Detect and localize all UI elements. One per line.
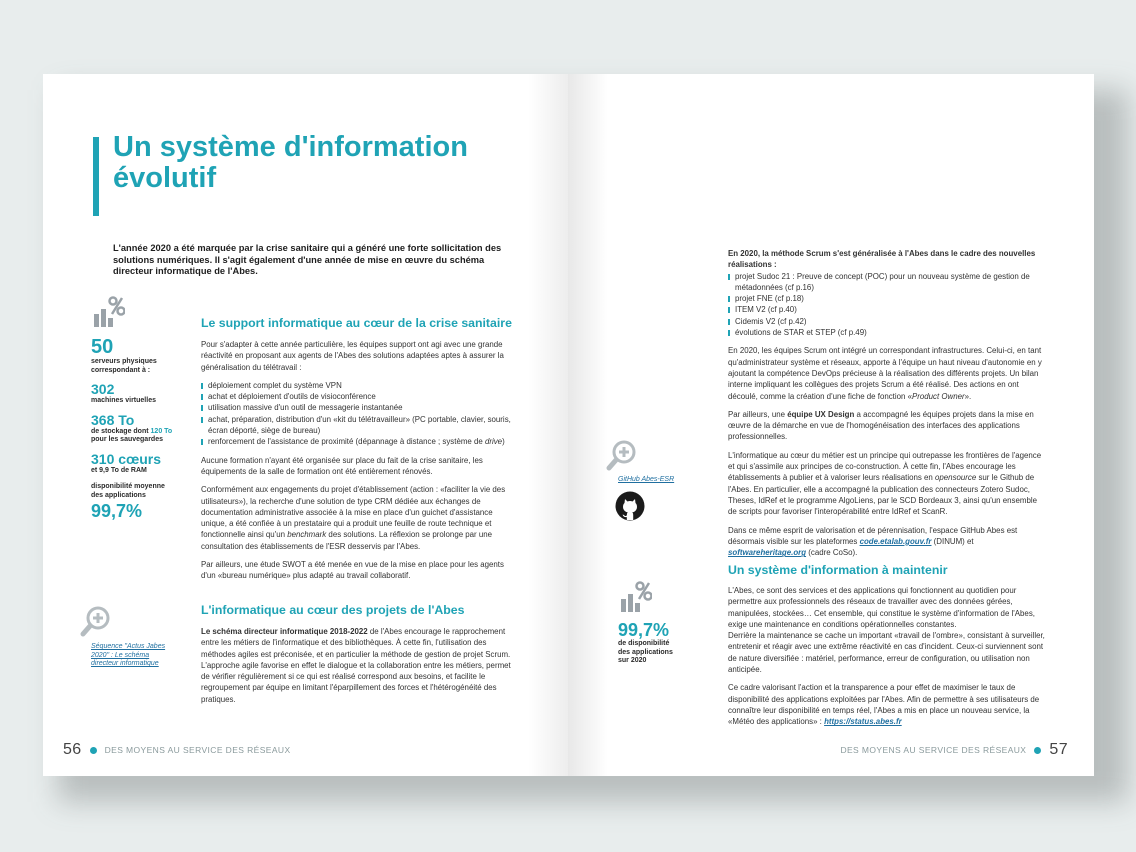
list-item: projet FNE (cf p.18) (728, 293, 1046, 304)
stat-storage-label: de stockage dont 120 To pour les sauvegardes (91, 427, 173, 443)
stat-servers-label: serveurs physiques correspondant à : (91, 358, 157, 374)
list-item: renforcement de l'assistance de proximité (dépannage à distance ; système de drive) (201, 436, 519, 447)
footer-section-title: DES MOYENS AU SERVICE DES RÉSEAUX (104, 745, 291, 755)
list-item: achat et déploiement d'outils de visioconférence (201, 391, 519, 402)
page-number: 56 (63, 741, 82, 758)
zoom-plus-icon (606, 439, 638, 473)
percent-chart-icon (620, 581, 652, 613)
list-item: évolutions de STAR et STEP (cf p.49) (728, 327, 1046, 338)
paragraph: Par ailleurs, une étude SWOT a été menée en vue de la mise en place pour les agents d'un «bureau numérique» plus adapté au travail collaboratif. (201, 560, 504, 581)
left-page (43, 74, 568, 776)
section-support-body (201, 339, 519, 589)
title-accent-bar (93, 137, 99, 216)
list-item: utilisation massive d'un outil de messagerie instantanée (201, 402, 519, 413)
stat-vm-value: 302 (91, 381, 115, 397)
bullet-list (201, 380, 519, 448)
paragraph: Le schéma directeur informatique 2018-2022 de l'Abes encourage le rapprochement entre les métiers de l'informatique et des bibliothèques. À cette fin, l'utilisation des méthodes agiles est préconisée, et en particulier la méthode de gestion de projet Scrum. L'approche agile favorise en effet le dialogue et la collaboration entre les métiers, permet de vérifier régulièrement si ce qui est réalisé correspond aux besoins, et facilite le regroupement par équipe en limitant l'éparpillement des forces et l'hétérogénéité des pratiques. (201, 627, 511, 704)
footer-dot (1034, 747, 1041, 754)
right-page (568, 74, 1094, 776)
stat-availability-label: de disponibilité des applications sur 2020 (618, 640, 673, 664)
gutter-shade (528, 74, 568, 776)
stats-column (91, 336, 201, 522)
paragraph: L'Abes, ce sont des services et des applications qui fonctionnent au quotidien pour permettre aux professionnels des réseaux de travailler avec des données gérées, manipulées, stockées… Cet ensemble, qui constitue le système d'information de l'Abes, exige une maintenance en conditions opérationnelles constantes. (728, 586, 1035, 629)
section-heading-support: Le support informatique au cœur de la crise sanitaire (201, 316, 512, 330)
status-link[interactable]: https://status.abes.fr (824, 717, 902, 727)
paragraph: Conformément aux engagements du projet d'établissement (action : «faciliter la vie des utilisateurs»), la recherche d'une solution de type CRM dédiée aux échanges de documentation administrative associée à la mise en place d'un guichet d'assistance unique, a été confiée à un prestataire qui a produit une feuille de route technique et fonctionnelle ainsi qu'un benchmark des solutions. La réflexion se prolonge par une consultation des établissements de l'ESR desservis par l'Abes. (201, 485, 506, 551)
list-item: Cidemis V2 (cf p.42) (728, 316, 1046, 327)
list-item: achat, préparation, distribution d'un «kit du télétravailleur» (PC portable, clavier, souris, écran déporté, siège de bureau) (201, 414, 519, 437)
paragraph: En 2020, les équipes Scrum ont intégré un correspondant infrastructures. Celui-ci, en tant qu'administrateur système et réseaux, apporte à l'équipe un haut niveau d'autonomie en y ajoutant la compétence DevOps précieuse à la réalisation des différents projets. Un bilan interne impliquant les collègues des projets Scrum a été réalisé. Des actions en ont découlé, comme la création d'une fiche de fonction «Product Owner». (728, 346, 1042, 401)
footer-section-title: DES MOYENS AU SERVICE DES RÉSEAUX (840, 745, 1027, 755)
stat-availability-label: disponibilité moyenne des applications (91, 483, 165, 499)
list-item: déploiement complet du système VPN (201, 380, 519, 391)
github-caption-link[interactable]: GitHub Abes-ESR (618, 476, 675, 483)
paragraph: L'informatique au cœur du métier est un principe qui outrepasse les frontières de l'agence et qui s'assimile aux principes de co-construction. À cette fin, l'Abes encourage les établissements à publier et à valoriser leurs réalisations en opensource sur le Github de l'Abes. En particulier, elle a accompagné la publication des connecteurs Zotero Sudoc, Theses, IdRef et le programme AlgoLiens, par le SCD Bordeaux 3, ainsi qu'un ensemble de scripts pour favoriser l'interopérabilité entre IdRef et ScanR. (728, 450, 1042, 517)
paragraph: Par ailleurs, une équipe UX Design a accompagné les équipes projets dans la mise en œuvre de la démarche en vue de l'homogénéisation des interfaces des applications professionnelles. (728, 409, 1034, 442)
paragraph: Pour s'adapter à cette année particulière, les équipes support ont agi avec une grande réactivité en proposant aux agents de l'Abes des solutions adaptées aptes à assurer la généralisation du télétravail : (201, 340, 504, 372)
stat-cores-value: 310 cœurs (91, 450, 162, 467)
maintain-section-body (728, 585, 1046, 735)
etalab-link[interactable]: code.etalab.gouv.fr (859, 536, 932, 546)
softwareheritage-link[interactable]: softwareheritage.org (728, 548, 807, 558)
github-icon[interactable] (615, 491, 645, 521)
stat-availability-value: 99,7% (618, 620, 670, 640)
stat-availability-value: 99,7% (91, 501, 143, 521)
zoom-plus-icon (80, 605, 112, 639)
gutter-shade (568, 74, 608, 776)
page-title: Un système d'information évolutif (113, 131, 468, 194)
paragraph: Dans ce même esprit de valorisation et de pérennisation, l'espace GitHub Abes est désormais visible sur les plateformes code.etalab.gouv.fr (DINUM) et softwareheritage.org (cadre CoSo). (728, 525, 1018, 558)
paragraph: En 2020, la méthode Scrum s'est généralisée à l'Abes dans le cadre des nouvelles réalisations : (728, 249, 1036, 270)
list-item: ITEM V2 (cf p.40) (728, 304, 1046, 315)
bullet-list (728, 271, 1046, 339)
paragraph: Derrière la maintenance se cache un important «travail de l'ombre», consistant à surveiller, entretenir et réagir avec une extrême réactivité en cas d'incident. Ceux-ci surviennent sont de nature diversifiée : matériel, performance, erreur de configuration, ou utilisation non anticipée. (728, 631, 1045, 675)
section-heading-projects: L'informatique au cœur des projets de l'Abes (201, 603, 465, 617)
paragraph: Aucune formation n'ayant été organisée sur place du fait de la crise sanitaire, les équipements de la salle de formation ont été entièrement rénovés. (201, 455, 483, 476)
stat-cores-label: et 9,9 To de RAM (91, 466, 147, 474)
video-caption-link[interactable]: Séquence "Actus Jabes 2020" : Le schéma directeur informatique (91, 643, 166, 667)
footer-dot (90, 747, 97, 754)
page-number: 57 (1049, 741, 1068, 758)
list-item: projet Sudoc 21 : Preuve de concept (POC) pour un nouveau système de gestion de métadonnées (cf p.16) (728, 271, 1046, 294)
stat-vm-label: machines virtuelles (91, 397, 156, 404)
footer-right (840, 741, 1068, 759)
intro-paragraph: L'année 2020 a été marquée par la crise sanitaire qui a généré une forte sollicitation des solutions numériques. Il s'agit également d'une année de mise en œuvre du schéma directeur informatique de l'Abes. (113, 243, 502, 277)
section-projects-body (201, 626, 519, 712)
stat-servers-value: 50 (91, 336, 114, 358)
scrum-section-body (728, 248, 1046, 565)
stat-storage-value: 368 To (91, 411, 135, 428)
paragraph: Ce cadre valorisant l'action et la transparence a pour effet de maximiser le taux de disponibilité des applications exploitées par l'Abes. Afin de permettre à ses utilisateurs de connaître leur disponibilité en temps réel, l'Abes a mis en place un nouveau service, la «Météo des applications» : https://status.abes.fr (728, 683, 1040, 727)
footer-left (63, 741, 291, 759)
section-heading-maintain: Un système d'information à maintenir (728, 563, 948, 577)
percent-chart-icon (93, 296, 125, 328)
